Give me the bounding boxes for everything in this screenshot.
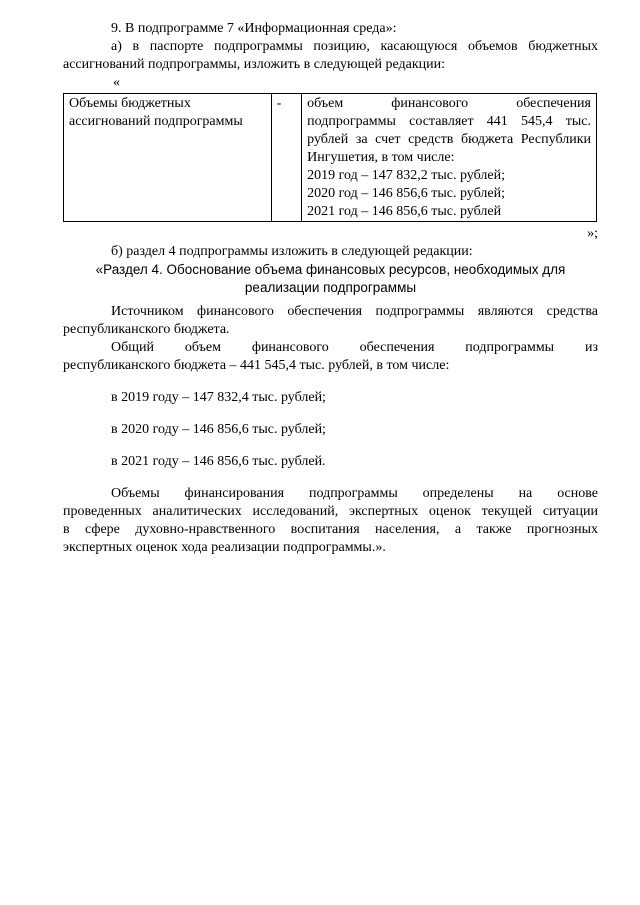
table-cell-label — [64, 94, 272, 222]
table-row — [64, 94, 597, 222]
document-page — [63, 20, 598, 557]
close-quote: »; — [587, 226, 598, 241]
cell-label-line1: Объемы бюджетных — [69, 96, 191, 111]
cell-value-line: подпрограммы составляет 441 545,4 тыс. — [307, 114, 591, 129]
item-b-text: б) раздел 4 подпрограммы изложить в следующей редакции: — [111, 244, 473, 259]
p2-line2: республиканского бюджета – 441 545,4 тыс. рублей, в том числе: — [63, 358, 450, 373]
section-title-line2: реализации подпрограммы — [244, 280, 417, 295]
cell-value-line: 2020 год – 146 856,6 тыс. рублей; — [307, 186, 505, 201]
cell-value-line: объем финансового обеспечения — [307, 96, 591, 111]
p3-line1: Объемы финансирования подпрограммы определены на основе — [111, 486, 598, 501]
passport-table — [63, 93, 597, 222]
table-cell-value — [302, 94, 597, 222]
cell-value-line: рублей за счет средств бюджета Республики — [307, 132, 591, 147]
year-item: в 2020 году – 146 856,6 тыс. рублей; — [111, 422, 326, 437]
p1-line1: Источником финансового обеспечения подпрограммы являются средства — [111, 304, 598, 319]
p3-line2: проведенных аналитических исследований, экспертных оценок текущей ситуации — [63, 504, 598, 519]
p3-line3: в сфере духовно-нравственного воспитания населения, а также прогнозных — [63, 522, 598, 537]
p2-line1: Общий объем финансового обеспечения подпрограммы из — [111, 340, 598, 355]
item9-a-line1: а) в паспорте подпрограммы позицию, касающуюся объемов бюджетных — [111, 39, 598, 54]
open-quote: « — [113, 75, 120, 90]
table-cell-dash: - — [271, 94, 302, 222]
cell-label-line2: ассигнований подпрограммы — [69, 114, 243, 129]
cell-value-line: 2021 год – 146 856,6 тыс. рублей — [307, 204, 502, 219]
year-item: в 2019 году – 147 832,4 тыс. рублей; — [111, 390, 326, 405]
cell-value-line: 2019 год – 147 832,2 тыс. рублей; — [307, 168, 505, 183]
section-title-line1: «Раздел 4. Обоснование объема финансовых ресурсов, необходимых для — [95, 262, 566, 277]
p3-line4: экспертных оценок хода реализации подпрограммы.». — [63, 540, 386, 555]
p1-line2: республиканского бюджета. — [63, 322, 230, 337]
item9-a-line2: ассигнований подпрограммы, изложить в следующей редакции: — [63, 57, 446, 72]
item9-heading: 9. В подпрограмме 7 «Информационная среда»: — [111, 21, 397, 36]
cell-value-line: Ингушетия, в том числе: — [307, 150, 455, 165]
year-item: в 2021 году – 146 856,6 тыс. рублей. — [111, 454, 326, 469]
